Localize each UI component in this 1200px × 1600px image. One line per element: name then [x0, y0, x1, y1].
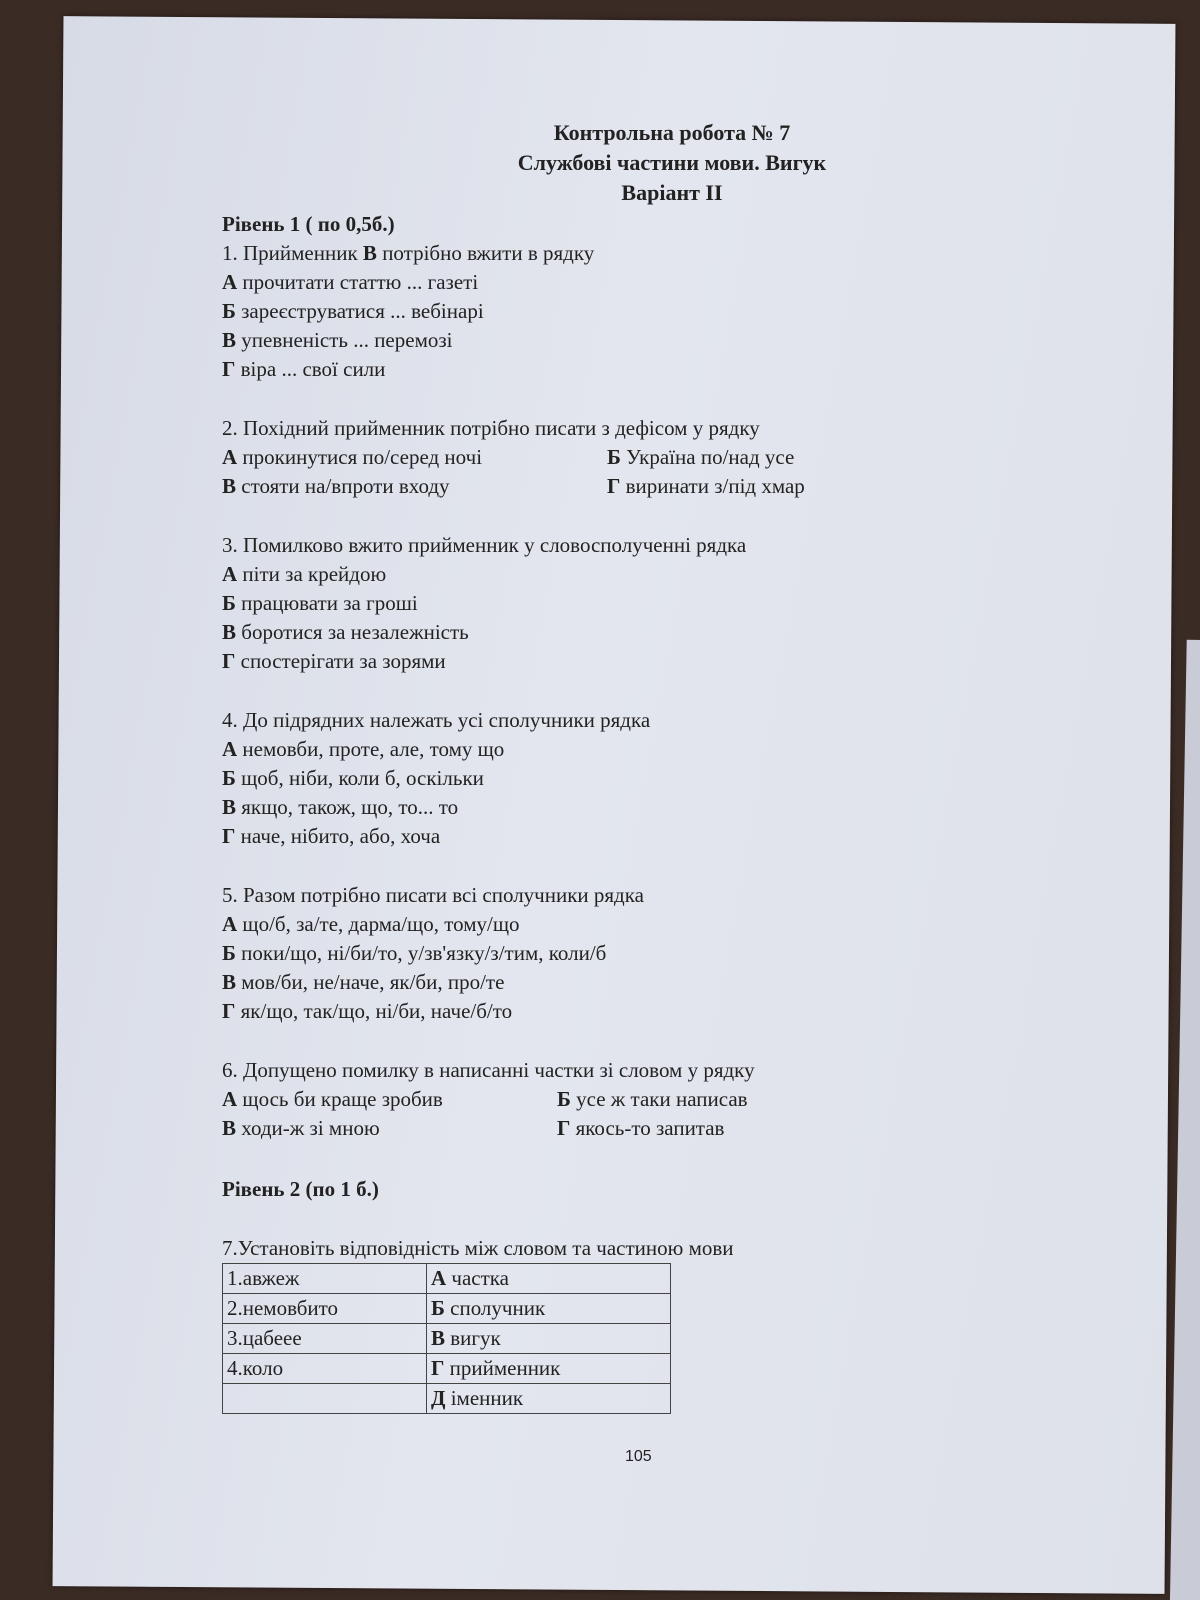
q4-option-d: Г наче, нібито, або, хоча — [222, 824, 441, 848]
test-title: Контрольна робота № 7 — [553, 120, 791, 145]
q3-option-a: А піти за крейдою — [222, 562, 387, 586]
table-row — [223, 1354, 671, 1384]
q1-option-b: Б зареєструватися ... вебінарі — [222, 299, 484, 323]
table-cell-word: 3.цабеее — [223, 1324, 427, 1354]
q4-option-b: Б щоб, ніби, коли б, оскільки — [222, 766, 484, 790]
table-row — [223, 1264, 671, 1294]
q1-option-d: Г віра ... свої сили — [222, 357, 386, 381]
level-1-heading: Рівень 1 ( по 0,5б.) — [222, 212, 395, 236]
background-sheet-edge — [1169, 640, 1200, 1600]
table-cell-part: В вигук — [427, 1324, 671, 1354]
q1-option-a: А прочитати статтю ... газеті — [222, 270, 479, 294]
q3-option-b: Б працювати за гроші — [222, 591, 418, 615]
q3-option-c: В боротися за незалежність — [222, 620, 469, 644]
question-3: 3. Помилково вжито прийменник у словосполученні рядка — [222, 533, 747, 557]
question-1: 1. Прийменник В потрібно вжити в рядку — [222, 241, 595, 265]
table-row — [223, 1294, 671, 1324]
page-number: 105 — [625, 1448, 652, 1465]
q3-option-d: Г спостерігати за зорями — [222, 649, 446, 673]
test-topic: Службові частини мови. Вигук — [517, 150, 827, 175]
level-2-heading: Рівень 2 (по 1 б.) — [222, 1177, 379, 1201]
matching-table — [222, 1263, 671, 1414]
test-header — [442, 118, 902, 208]
question-2: 2. Похідний прийменник потрібно писати з дефісом у рядку — [222, 416, 760, 440]
table-cell-part: Г прийменник — [427, 1354, 671, 1384]
q1-option-c: В упевненість ... перемозі — [222, 328, 453, 352]
q6-option-d: Г якось-то запитав — [557, 1116, 725, 1140]
table-cell-part: А частка — [427, 1264, 671, 1294]
q5-option-b: Б поки/що, ні/би/то, у/зв'язку/з/тим, коли/б — [222, 941, 607, 965]
question-6: 6. Допущено помилку в написанні частки зі словом у рядку — [222, 1058, 755, 1082]
table-cell-word — [223, 1384, 427, 1414]
table-cell-word: 2.немовбито — [223, 1294, 427, 1324]
q4-option-c: В якщо, також, що, то... то — [222, 795, 459, 819]
q6-option-a: А щось би краще зробив — [222, 1087, 443, 1111]
table-row — [223, 1324, 671, 1354]
table-cell-part: Б сполучник — [427, 1294, 671, 1324]
q5-option-d: Г як/що, так/що, ні/би, наче/б/то — [222, 999, 513, 1023]
q4-option-a: А немовби, проте, але, тому що — [222, 737, 505, 761]
question-7: 7.Установіть відповідність між словом та частиною мови — [222, 1236, 734, 1260]
q2-options-row-2 — [222, 472, 942, 501]
q2-option-d: Г виринати з/під хмар — [607, 474, 805, 498]
q2-option-c: В стояти на/впроти входу — [222, 474, 450, 498]
table-cell-word: 1.авжеж — [223, 1264, 427, 1294]
q5-option-a: А що/б, за/те, дарма/що, тому/що — [222, 912, 520, 936]
table-cell-word: 4.коло — [223, 1354, 427, 1384]
q2-options-row-1 — [222, 443, 942, 472]
table-row — [223, 1384, 671, 1414]
q6-option-c: В ходи-ж зі мною — [222, 1116, 380, 1140]
q6-option-b: Б усе ж таки написав — [557, 1087, 748, 1111]
question-5: 5. Разом потрібно писати всі сполучники рядка — [222, 883, 644, 907]
q6-options-row-1 — [222, 1085, 942, 1114]
test-content — [222, 118, 942, 1414]
q2-option-b: Б Україна по/над усе — [607, 445, 795, 469]
test-variant: Варіант ІІ — [621, 180, 723, 205]
q2-option-a: А прокинутися по/серед ночі — [222, 445, 483, 469]
question-4: 4. До підрядних належать усі сполучники рядка — [222, 708, 651, 732]
q6-options-row-2 — [222, 1114, 942, 1143]
table-cell-part: Д іменник — [427, 1384, 671, 1414]
q5-option-c: В мов/би, не/наче, як/би, про/те — [222, 970, 505, 994]
